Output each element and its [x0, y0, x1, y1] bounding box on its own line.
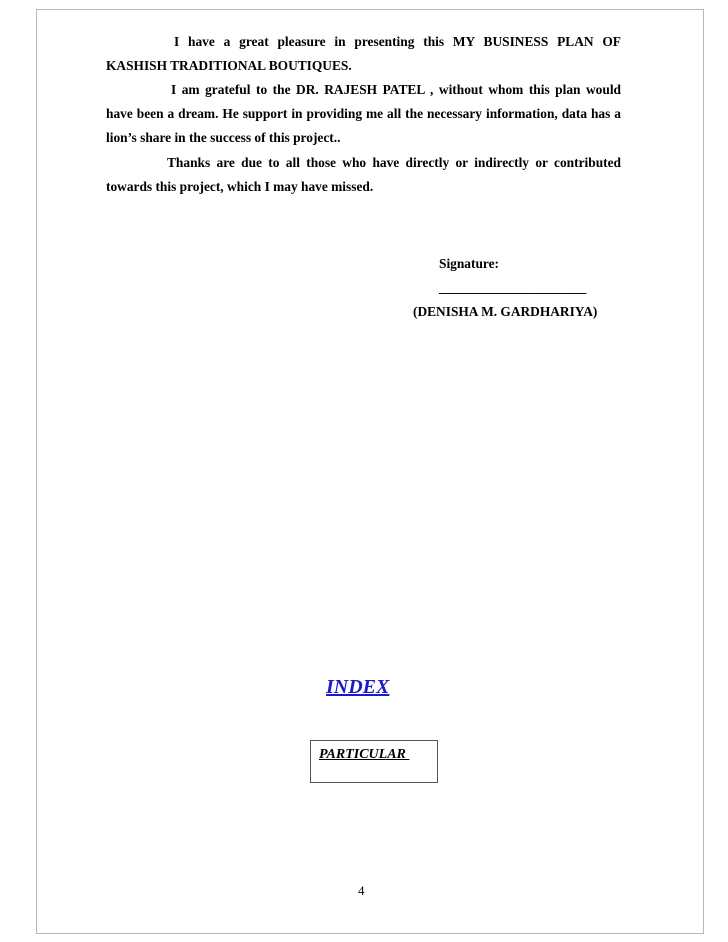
signature-label: Signature: — [439, 256, 500, 271]
acknowledgement-paragraph-1: I have a great pleasure in presenting this MY BUSINESS PLAN OF KASHISH TRADITIONAL BOUTIQUES. — [106, 34, 621, 73]
index-title: INDEX — [326, 676, 390, 698]
acknowledgement-paragraph-2: I am grateful to the DR. RAJESH PATEL , without whom this plan would have been a dream. He support in providing me all the necessary information, data has a lion’s share in the success of this project.. — [106, 82, 621, 145]
acknowledgement-paragraph-3: Thanks are due to all those who have directly or indirectly or contributed towards this project, which I may have missed. — [106, 155, 621, 194]
index-column-header-particular: PARTICULAR — [319, 747, 410, 762]
page-number: 4 — [358, 883, 365, 898]
signatory-name: (DENISHA M. GARDHARIYA) — [413, 304, 598, 319]
index-table — [310, 740, 438, 783]
signature-line: ______________________ — [439, 280, 587, 295]
